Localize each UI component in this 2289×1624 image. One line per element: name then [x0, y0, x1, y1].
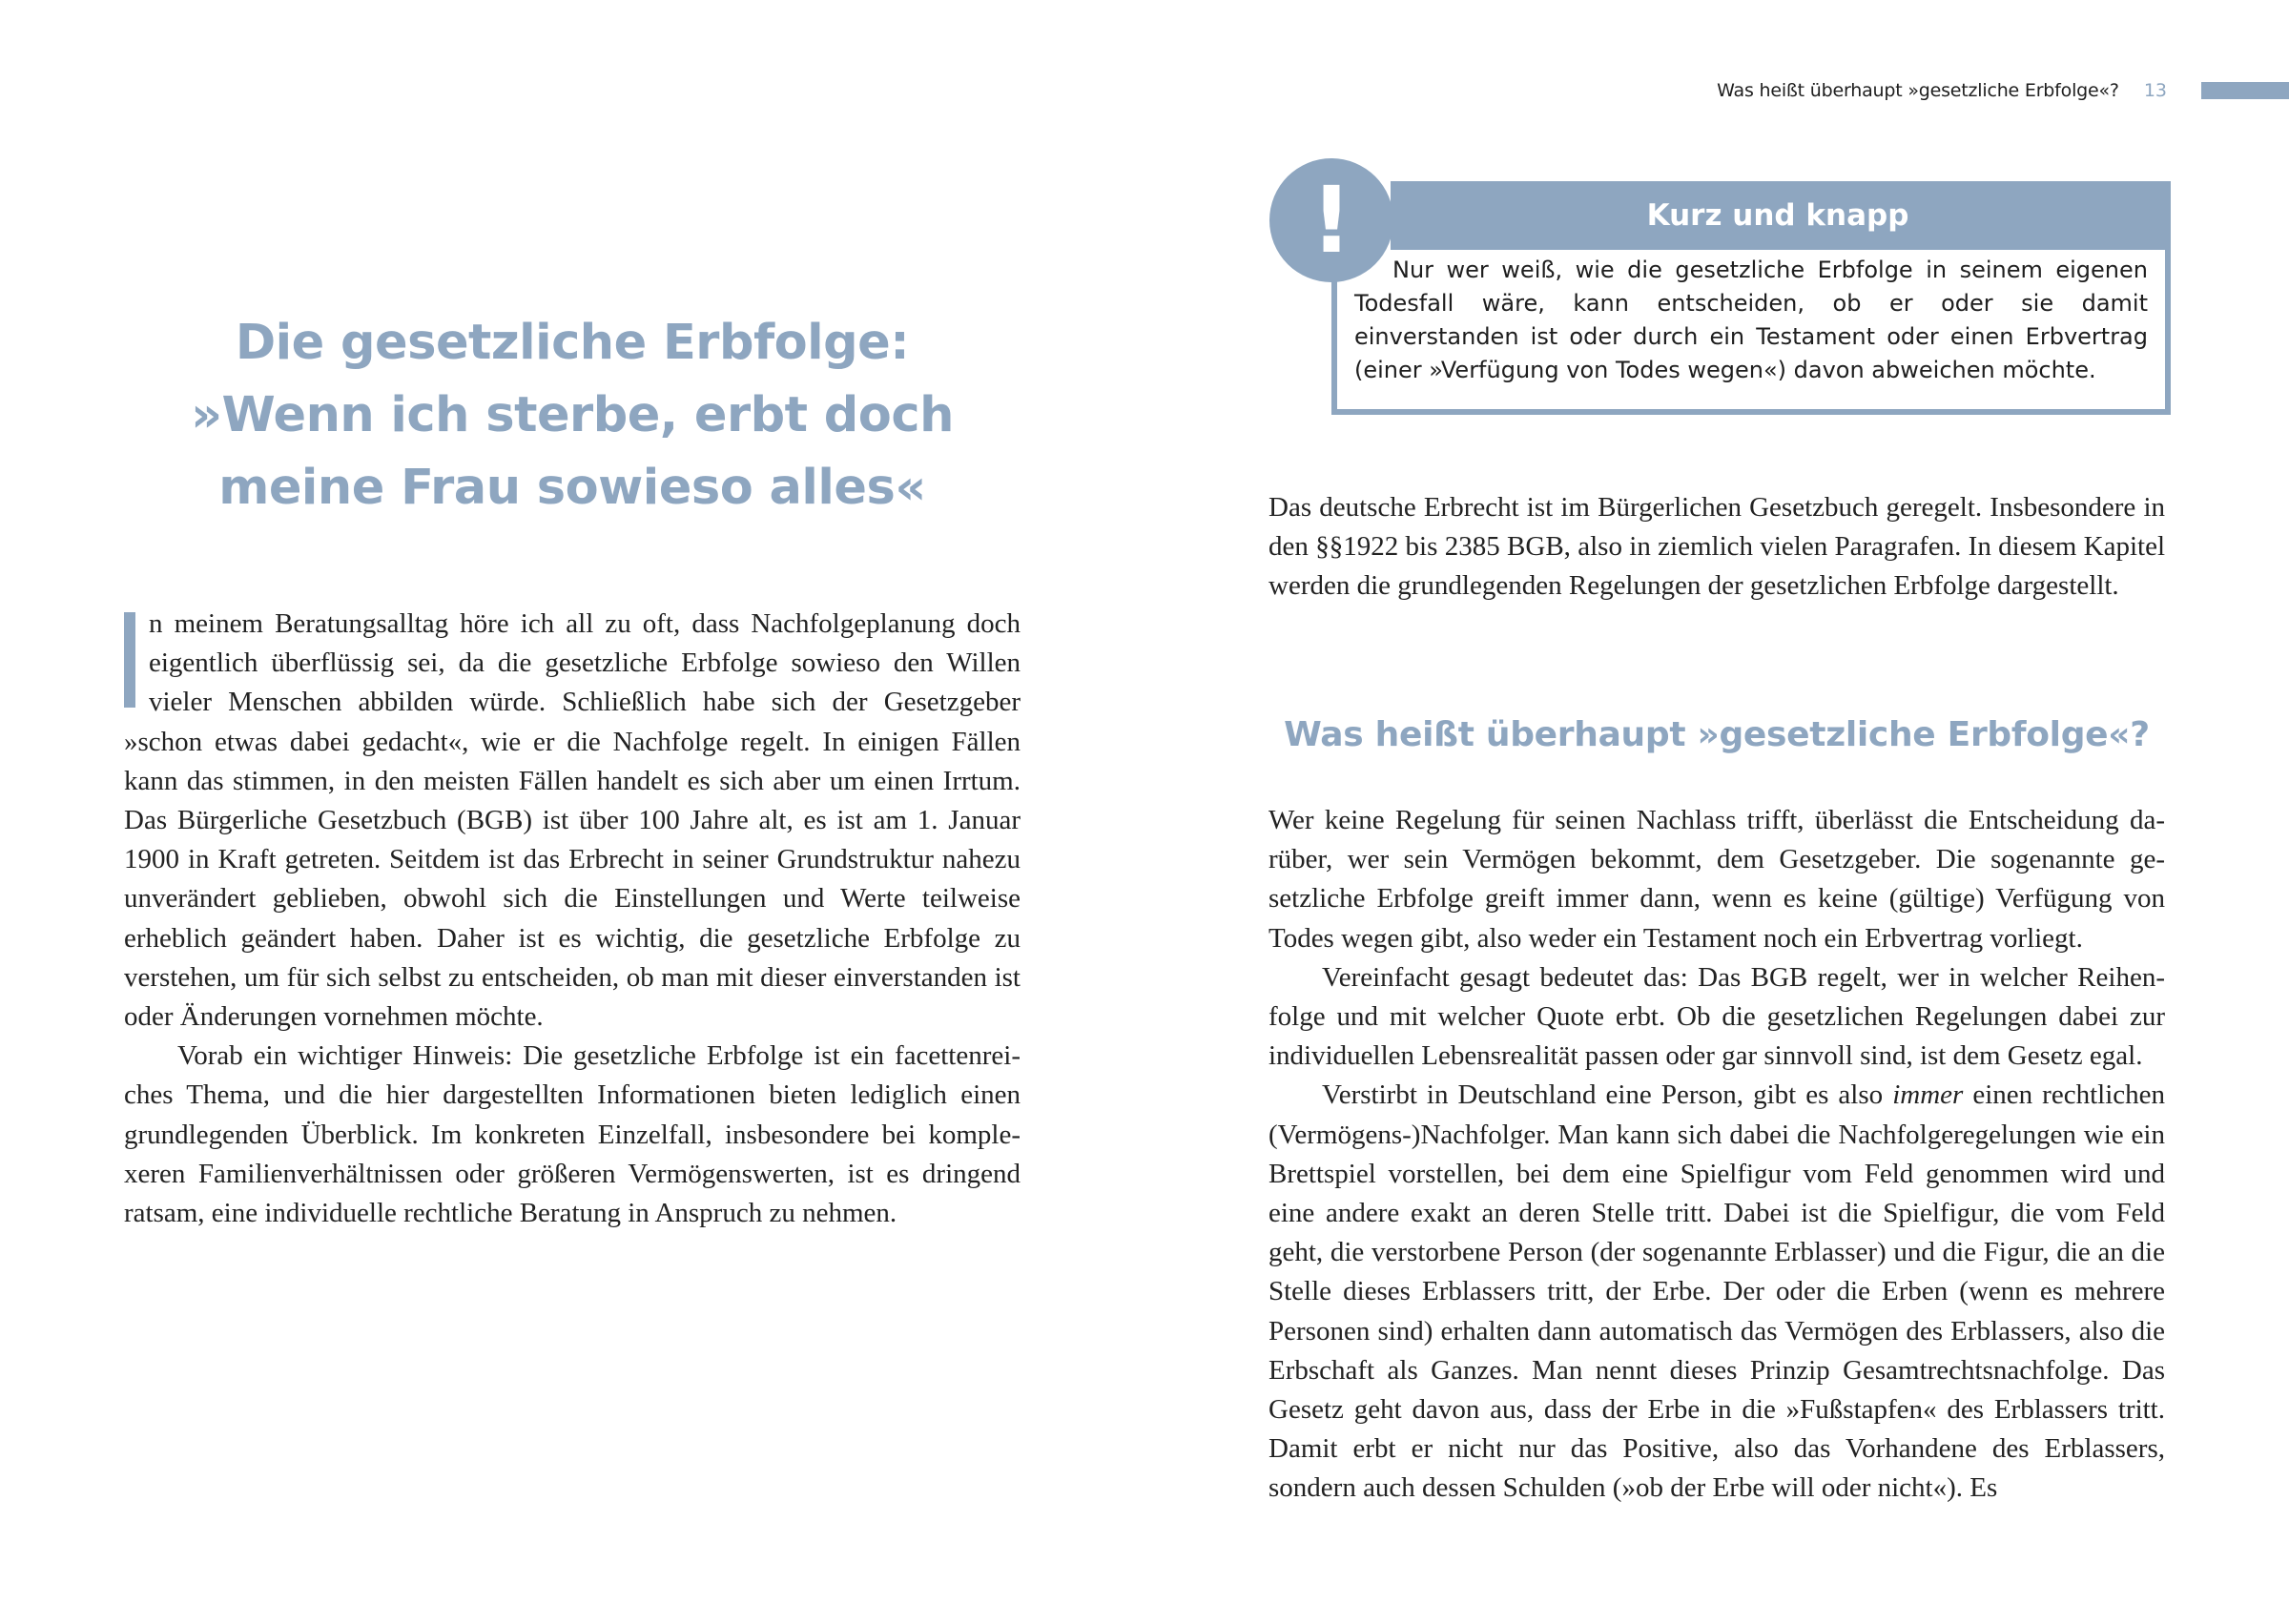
intro-paragraph: Das deutsche Erbrecht ist im Bürgerlichen Gesetzbuch geregelt. Insbesondere in den §§1922 bis 2385 BGB, also in ziemlich vielen Paragrafen. In diesem Kapitel werden die grundlegenden Regelungen der gesetzlichen Erbfolge dargestellt.: [1268, 492, 2165, 602]
paragraph-3-before: Verstirbt in Deutschland eine Person, gibt es also: [1322, 1079, 1893, 1111]
info-box-text-content: Nur wer weiß, wie die gesetzliche Erbfolge in seinem eigenen Todesfall wäre, kann entscheiden, ob er oder sie damit einverstanden ist oder durch ein Testament oder einen Erbvertrag (einer »Verfügung von Todes wegen«) davon abweichen möchte.: [1354, 257, 2148, 383]
right-paragraph-1: Wer keine Regelung für seinen Nachlass trifft, überlässt die Entscheidung darüber, wer sein Vermögen bekommt, dem Gesetzgeber. Die sogenannte gesetzliche Erbfolge greift immer dann, wenn es keine (gültige) Verfügung von Todes wegen gibt, also weder ein Testament noch ein Erbvertrag vorliegt.: [1268, 805, 2165, 954]
left-paragraph-2: Vorab ein wichtiger Hinweis: Die gesetzliche Erbfolge ist ein facettenreiches Thema, und die hier dargestellten Informationen bieten lediglich einen grundlegenden Überblick. Im konkreten Einzelfall, insbesondere bei komplexeren Familienverhältnissen oder größeren Vermögenswerten, ist es dringend ratsam, eine individuelle rechtliche Beratung in Anspruch zu nehmen.: [124, 1040, 1021, 1229]
page-number: 13: [2143, 80, 2167, 101]
chapter-title-line-1: Die gesetzliche Erbfolge:: [235, 315, 910, 371]
info-box-text: [1354, 254, 2148, 387]
dropcap-bar: [124, 612, 135, 708]
chapter-title-line-2: »Wenn ich sterbe, erbt doch: [191, 387, 954, 443]
chapter-title-line-3: meine Frau sowieso alles«: [218, 460, 926, 516]
right-paragraph-3: [1268, 1076, 2165, 1508]
page-tab-bar: [2201, 82, 2289, 99]
running-header-title: Was heißt überhaupt »gesetzliche Erbfolge«?: [1717, 80, 2119, 101]
paragraph-3-emphasis: immer: [1892, 1079, 1964, 1111]
paragraph-3-after: einen rechtlichen (Vermögens-)Nachfolger. Man kann sich dabei die Nachfolgeregelungen wie ein Brettspiel vorstellen, bei dem eine Spielfigur vom Feld genommen wird und eine andere exakt an deren Stelle tritt. Dabei ist die Spielfigur, die vom Feld geht, die verstorbene Person (der sogenannte Erblasser) und die Figur, die an die Stelle dieses Erblassers tritt, der Erbe. Der oder die Erben (wenn es mehrere Personen sind) erhalten dann automatisch das Vermögen des Erblassers, also die Erbschaft als Ganzes. Man nennt dieses Prinzip Gesamtrechtsnachfolge. Das Gesetz geht davon aus, dass der Erbe in die »Fußstapfen« des Erblassers tritt. Damit erbt er nicht nur das Positive, also das Vorhandene des Erblassers, sondern auch dessen Schulden (»ob der Erbe will oder nicht«). Es: [1268, 1079, 2165, 1504]
left-page: [0, 0, 1144, 1624]
section-heading: Was heißt überhaupt »gesetzliche Erbfolge«?: [1284, 715, 2150, 754]
right-page: [1144, 0, 2289, 1624]
dropcap-paragraph: [124, 605, 1021, 1037]
right-body-text: [1268, 801, 2165, 1509]
right-intro: [1268, 488, 2165, 606]
running-header: [1717, 76, 2289, 105]
exclamation-icon: !: [1269, 158, 1393, 282]
left-body-text: [124, 605, 1021, 1233]
right-paragraph-2: Vereinfacht gesagt bedeutet das: Das BGB regelt, wer in welcher Reihenfolge und mit welcher Quote erbt. Ob die gesetzlichen Regelungen dabei zur individuellen Lebensrealität passen oder gar sinnvoll sind, ist dem Gesetz egal.: [1268, 961, 2165, 1072]
chapter-title: [124, 307, 1021, 524]
info-box-title: Kurz und knapp: [1391, 181, 2165, 250]
left-paragraph-1: n meinem Beratungsalltag höre ich all zu oft, dass Nachfolgeplanung doch eigentlich überflüssig sei, da die gesetzliche Erbfolge sowieso den Willen vieler Menschen abbilden würde. Schließlich habe sich der Gesetzgeber »schon etwas dabei gedacht«, wie er die Nachfolge regelt. In einigen Fällen kann das stimmen, in den meisten Fällen handelt es sich aber um einen Irrtum. Das Bürgerliche Gesetzbuch (BGB) ist über 100 Jahre alt, es ist am 1. Januar 1900 in Kraft getreten. Seitdem ist das Erbrecht in seiner Grundstruktur nahezu unverändert geblieben, obwohl sich die Einstellungen und Werte teilweise erheblich geändert haben. Daher ist es wichtig, die gesetzliche Erbfolge zu verstehen, um für sich selbst zu entscheiden, ob man mit dieser einverstanden ist oder Änderungen vornehmen möchte.: [124, 608, 1021, 1033]
